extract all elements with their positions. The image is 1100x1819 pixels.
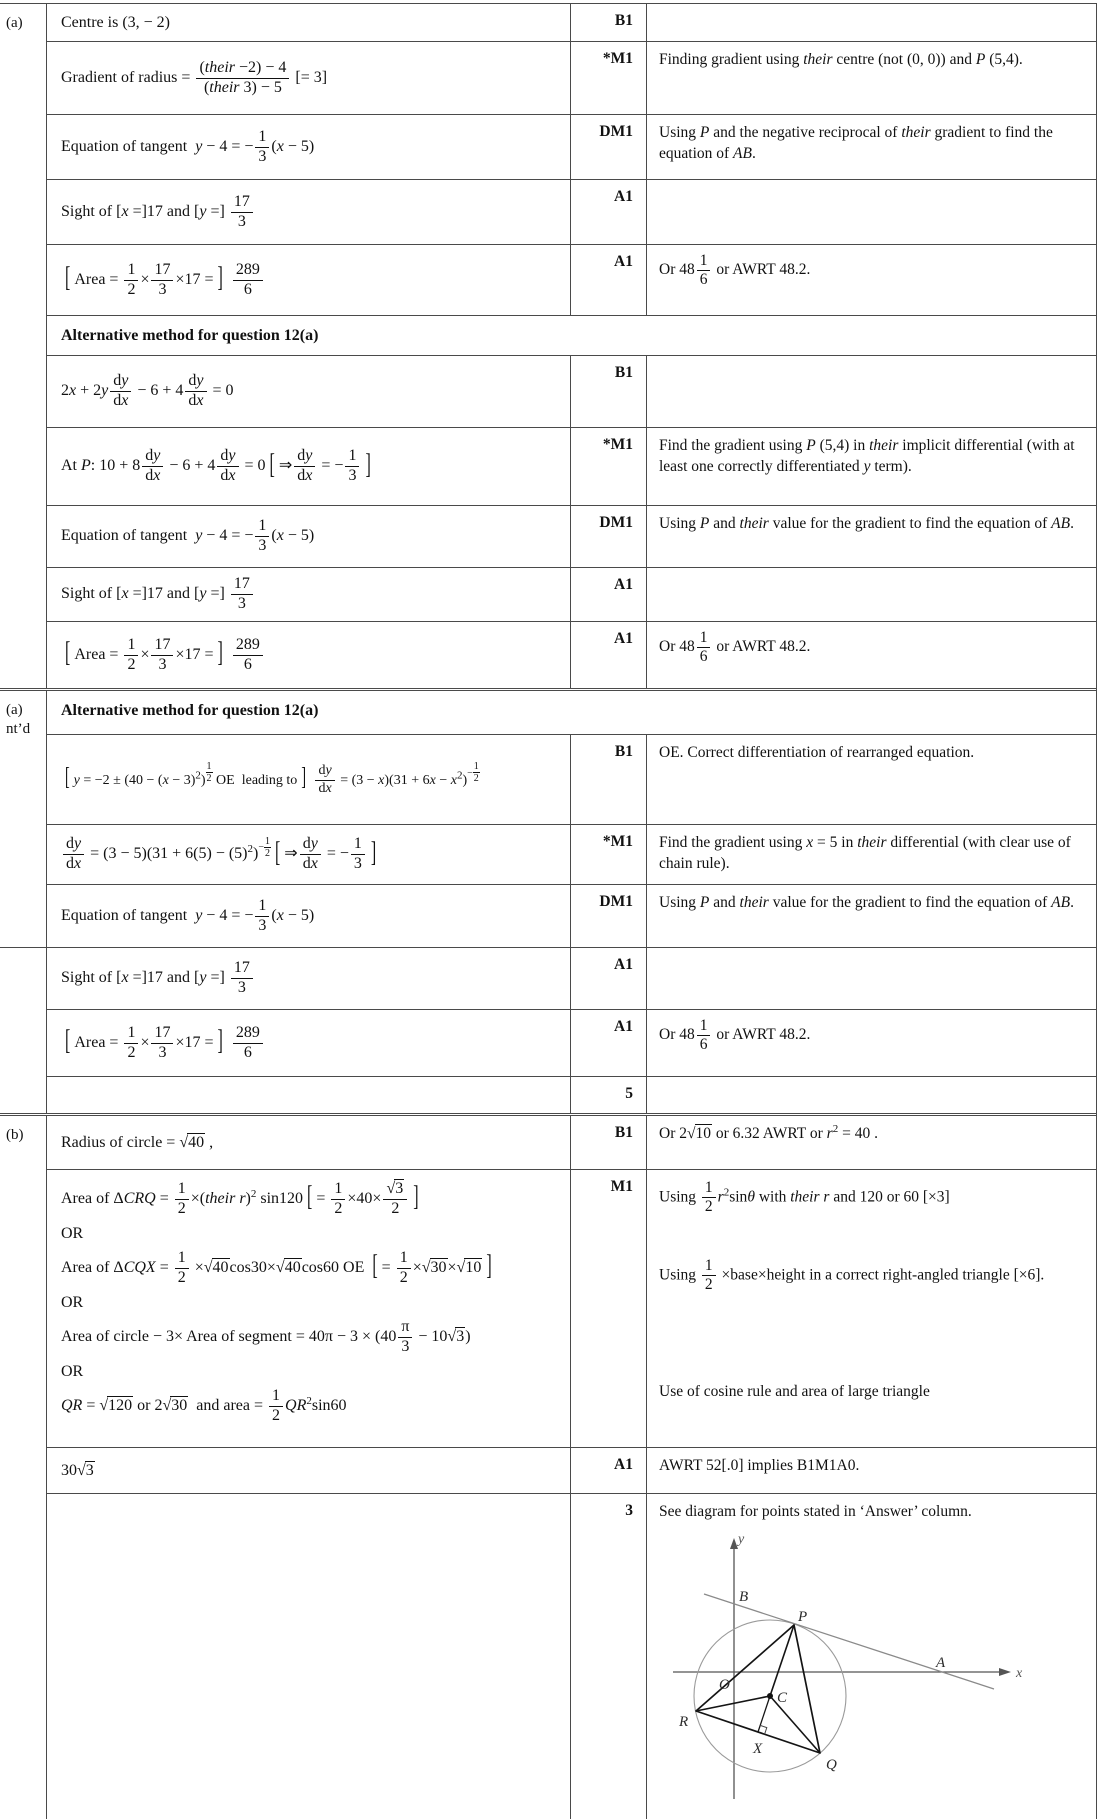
note-cell	[647, 356, 1096, 427]
note-cell: Or 48 $\frac{1}{6}$ or AWRT 48.2.	[659, 629, 811, 666]
table-row	[47, 825, 1096, 885]
total-marks: 3	[625, 1502, 633, 1519]
section-part-a-contd	[0, 691, 1096, 948]
mark-label: DM1	[599, 893, 633, 910]
table-row	[47, 1010, 1096, 1077]
table-row	[47, 948, 1096, 1010]
note-cell	[647, 568, 1096, 621]
label-point-q: Q	[826, 1756, 837, 1773]
table-row	[47, 1448, 1096, 1494]
mark-label: DM1	[599, 514, 633, 531]
table-row	[47, 1170, 1096, 1448]
y-axis-arrow	[730, 1538, 738, 1549]
working-cell: Equation of tangent y − 4 = − $\frac{1}{3}$ (x − 5)	[47, 506, 571, 567]
label-point-a: A	[936, 1654, 946, 1671]
mark-label: *M1	[602, 833, 633, 850]
table-row	[47, 506, 1096, 568]
mark-cell	[571, 1116, 647, 1169]
working-cell: Sight of [x =]17 and [y =] $\frac{17}{3}$	[47, 180, 571, 244]
part-label-line: (b)	[6, 1127, 24, 1143]
working-line: Area of ΔCQX = $\frac{1}{2}$ ×√40cos30×√40cos60 OE [ = $\frac{1}{2}$ ×√30×√10 ]	[61, 1248, 492, 1286]
label-origin: O	[719, 1676, 730, 1693]
label-point-c: C	[777, 1689, 788, 1706]
table-row	[47, 180, 1096, 245]
working-cell: [ $y = -2 \pm (40 - (x - 3)^2)$ $^{\frac{1}{2}}$ OE leading to ] $\frac{dy}{dx}$ = $(3 - x)(31 + 6x - x^2)^{- \frac{1}{2}}$	[47, 735, 571, 824]
working-cell	[47, 1170, 571, 1447]
table-row	[47, 4, 1096, 42]
table-row	[47, 428, 1096, 506]
working-cell: 30√3	[47, 1448, 571, 1493]
note-cell	[647, 1077, 1096, 1113]
working-cell	[47, 1077, 571, 1113]
table-row	[47, 735, 1096, 825]
alt-method-header: Alternative method for question 12(a)	[47, 691, 1096, 735]
or-separator: OR	[61, 1293, 84, 1311]
mark-label: A1	[614, 188, 633, 205]
section-part-b	[0, 1116, 1096, 1819]
mark-scheme-table	[0, 3, 1097, 1819]
table-row	[47, 245, 1096, 316]
label-point-p: P	[798, 1608, 808, 1625]
note-cell	[647, 1494, 1096, 1819]
working-cell: Equation of tangent y − 4 = − $\frac{1}{3}$ (x − 5)	[47, 115, 571, 179]
total-marks: 5	[625, 1085, 633, 1102]
working-cell: [ Area = $\frac{1}{2}$ × $\frac{17}{3}$ ×17 = ] $\frac{289}{6}$	[47, 622, 571, 688]
mark-cell	[571, 825, 647, 884]
mark-cell	[571, 356, 647, 427]
part-label-line: (a)	[6, 15, 23, 31]
note-cell: Or 48 $\frac{1}{6}$ or AWRT 48.2.	[659, 1017, 811, 1054]
working-cell: Centre is (3, − 2)	[47, 4, 571, 41]
working-cell: 2x + 2y $\frac{dy}{dx}$ − 6 + 4 $\frac{dy}{dx}$ = 0	[47, 356, 571, 427]
mark-label: *M1	[602, 436, 633, 453]
circle-diagram-svg	[659, 1529, 1059, 1815]
mark-cell	[571, 115, 647, 179]
part-label	[0, 4, 47, 688]
label-point-b: B	[739, 1588, 749, 1605]
diagram-row	[47, 1494, 1096, 1819]
mark-label: B1	[614, 1124, 633, 1141]
table-row	[47, 622, 1096, 688]
part-label	[0, 948, 47, 1113]
label-point-r: R	[679, 1713, 689, 1730]
mark-cell	[571, 428, 647, 505]
label-point-x: X	[753, 1740, 763, 1757]
note-cell: Find the gradient using x = 5 in their differential (with clear use of chain rule).	[659, 834, 1071, 872]
mark-label: B1	[614, 743, 633, 760]
mark-label: A1	[614, 630, 633, 647]
mark-cell	[571, 245, 647, 315]
or-separator: OR	[61, 1362, 84, 1380]
segment-cr	[696, 1696, 770, 1711]
working-cell: At P: 10 + 8 $\frac{dy}{dx}$ − 6 + 4 $\frac{dy}{dx}$ = 0 [ ⇒ $\frac{dy}{dx}$ = − $\frac{1}{3}$ ]	[47, 428, 571, 505]
mark-cell	[571, 885, 647, 947]
mark-cell	[571, 948, 647, 1009]
working-cell: [ Area = $\frac{1}{2}$ × $\frac{17}{3}$ ×17 = ] $\frac{289}{6}$	[47, 245, 571, 315]
part-label	[0, 691, 47, 947]
working-cell: Sight of [x =]17 and [y =] $\frac{17}{3}$	[47, 568, 571, 621]
mark-cell	[571, 180, 647, 244]
working-cell: [ Area = $\frac{1}{2}$ × $\frac{17}{3}$ ×17 = ] $\frac{289}{6}$	[47, 1010, 571, 1076]
mark-label: A1	[614, 253, 633, 270]
mark-cell	[571, 622, 647, 688]
table-row	[47, 885, 1096, 947]
note-cell: Find the gradient using P (5,4) in their implicit differential (with at least one correctly differentiated y term).	[659, 437, 1075, 475]
part-label	[0, 1116, 47, 1819]
note-paragraph: Use of cosine rule and area of large triangle	[659, 1382, 930, 1400]
total-marks-row	[47, 1077, 1096, 1113]
working-cell: Sight of [x =]17 and [y =] $\frac{17}{3}$	[47, 948, 571, 1009]
note-cell: Or 48 $\frac{1}{6}$ or AWRT 48.2.	[659, 252, 811, 289]
working-line: Area of ΔCRQ = $\frac{1}{2}$ ×(their r)$^2$ sin120 [ = $\frac{1}{2}$ ×40× $\frac{√3}{2}$ ]	[61, 1180, 419, 1217]
mark-cell	[571, 1170, 647, 1447]
section-part-a-end	[0, 948, 1096, 1116]
note-paragraph: Using $\frac{1}{2}$ ×base×height in a correct right-angled triangle [×6].	[659, 1256, 1045, 1294]
or-separator: OR	[61, 1224, 84, 1242]
note-cell: Using P and their value for the gradient to find the equation of AB.	[659, 894, 1074, 911]
note-cell: Finding gradient using their centre (not (0, 0)) and P (5,4).	[659, 51, 1023, 68]
mark-cell	[571, 735, 647, 824]
note-cell: OE. Correct differentiation of rearranged equation.	[659, 744, 975, 761]
working-cell: Gradient of radius = (their −2) − 4 (their 3) − 5 [= 3]	[47, 42, 571, 114]
table-row	[47, 115, 1096, 180]
working-cell	[47, 1494, 571, 1819]
mark-label: B1	[614, 12, 633, 29]
mark-label: DM1	[599, 123, 633, 140]
note-cell: Using P and the negative reciprocal of their gradient to find the equation of AB.	[659, 124, 1053, 162]
mark-cell	[571, 1494, 647, 1819]
note-cell	[647, 1170, 1096, 1447]
mark-cell	[571, 1077, 647, 1113]
note-paragraph: Using $\frac{1}{2}$ $r^2\sin\theta$ with their r and 120 or 60 [×3]	[659, 1179, 950, 1216]
section-part-a	[0, 4, 1096, 691]
mark-cell	[571, 568, 647, 621]
table-row	[47, 1116, 1096, 1170]
mark-label: A1	[614, 956, 633, 973]
mark-label: A1	[614, 576, 633, 593]
mark-cell	[571, 1010, 647, 1076]
mark-cell	[571, 4, 647, 41]
x-axis-arrow	[999, 1668, 1011, 1676]
working-cell: Equation of tangent y − 4 = − $\frac{1}{3}$ (x − 5)	[47, 885, 571, 947]
mark-label: M1	[610, 1178, 633, 1195]
table-row	[47, 568, 1096, 622]
part-label-line: nt’d	[6, 720, 31, 737]
mark-cell	[571, 506, 647, 567]
part-label-line: (a)	[6, 702, 23, 718]
mark-label: *M1	[602, 50, 633, 67]
centre-point	[767, 1693, 773, 1699]
mark-cell	[571, 1448, 647, 1493]
label-y-axis: y	[738, 1531, 745, 1547]
note-cell: AWRT 52[.0] implies B1M1A0.	[659, 1457, 860, 1474]
label-x-axis: x	[1016, 1665, 1023, 1681]
tangent-line	[704, 1594, 994, 1689]
mark-label: A1	[614, 1456, 633, 1473]
working-cell: $\frac{dy}{dx}$ = $(3 - 5)(31 + 6(5) - (5)^2)^{- \frac{1}{2}}$ [ ⇒ $\frac{dy}{dx}$ = − $\frac{1}{3}$ ]	[47, 825, 571, 884]
alt-method-header: Alternative method for question 12(a)	[47, 316, 1096, 356]
mark-label: A1	[614, 1018, 633, 1035]
note-cell	[647, 180, 1096, 244]
table-row	[47, 42, 1096, 115]
note-cell: Using P and their value for the gradient to find the equation of AB.	[659, 515, 1074, 532]
table-row	[47, 356, 1096, 428]
working-line: Area of circle − 3× Area of segment = 40π − 3 × (40 $\frac{\pi}{3}$ − 10√3)	[61, 1317, 471, 1355]
diagram-caption: See diagram for points stated in ‘Answer’ column.	[659, 1503, 972, 1520]
working-cell: Radius of circle = √40 ,	[47, 1116, 571, 1169]
note-cell: Or 2√10 or 6.32 AWRT or $r^2 = 40$ .	[659, 1122, 878, 1142]
circle-diagram	[659, 1529, 1086, 1819]
note-cell	[647, 948, 1096, 1009]
working-line: QR = √120 or 2√30 and area = $\frac{1}{2}$ $QR^2\sin 60$	[61, 1386, 347, 1424]
note-cell	[647, 4, 1096, 41]
mark-cell	[571, 42, 647, 114]
mark-label: B1	[614, 364, 633, 381]
